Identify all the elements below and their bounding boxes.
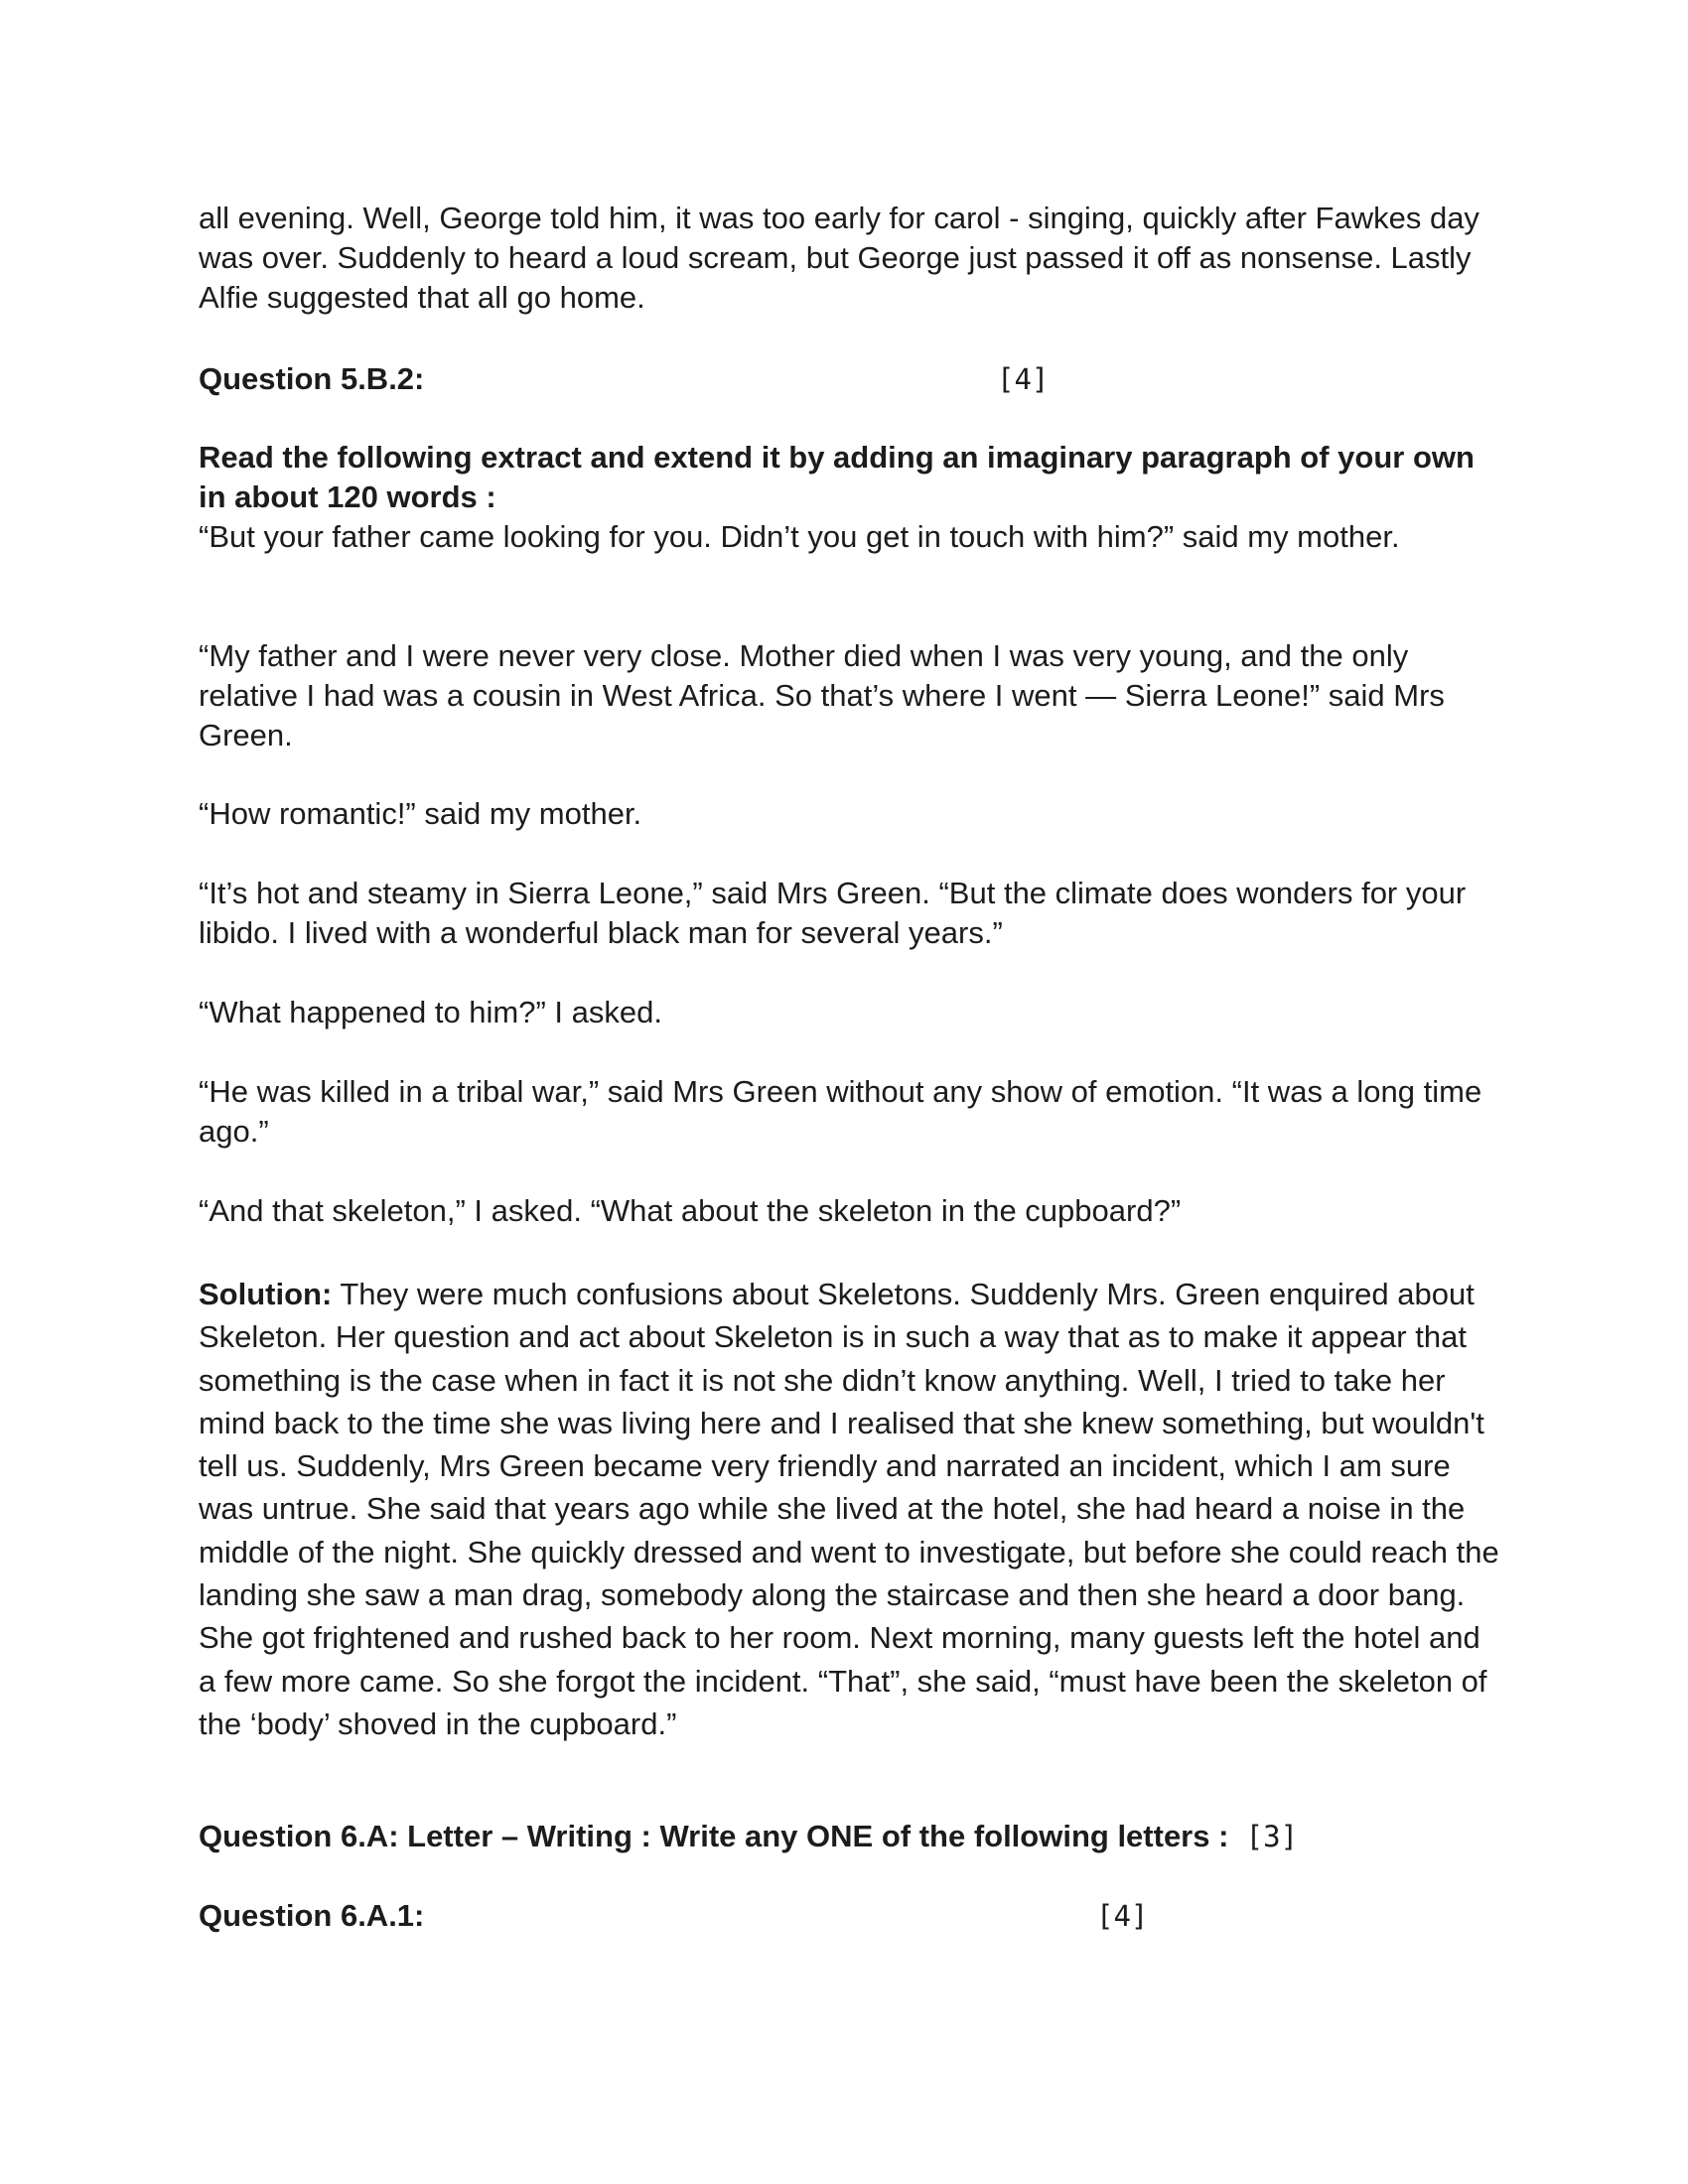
question-6a-marks: [3] — [1245, 1820, 1299, 1853]
intro-paragraph: all evening. Well, George told him, it was too early for carol - singing, quickly after Fawkes day was over. Suddenly to heard a loud scream, but George just passed it off as nonsense. Lastly Alfie suggested that all go home. — [199, 201, 1479, 315]
extract-paragraph: “But your father came looking for you. Didn’t you get in touch with him?” said my mother. — [199, 519, 1400, 554]
solution-text: They were much confusions about Skeletons. Suddenly Mrs. Green enquired about Skeleton. Her question and act about Skeleton is in such a way that as to make it appear that something is the case when in fact it is not she didn’t know anything. Well, I tried to take her mind back to the time she was living here and I realised that she knew something, but wouldn't tell us. Suddenly, Mrs Green became very friendly and narrated an incident, which I am sure was untrue. She said that years ago while she lived at the hotel, she had heard a noise in the middle of the night. She quickly dressed and went to investigate, but before she could reach the landing she saw a man drag, somebody along the staircase and then she heard a door bang. She got frightened and rushed back to her room. Next morning, many guests left the hotel and a few more came. So she forgot the incident. “That”, she said, “must have been the skeleton of the ‘body’ shoved in the cupboard.” — [199, 1277, 1499, 1741]
extract-paragraph: “And that skeleton,” I asked. “What about the skeleton in the cupboard?” — [199, 1193, 1182, 1228]
question-6a1-marks: [4] — [1096, 1899, 1149, 1933]
solution-paragraph — [199, 1273, 1499, 1745]
extract-paragraph: “It’s hot and steamy in Sierra Leone,” said Mrs Green. “But the climate does wonders for your libido. I lived with a wonderful black man for several years.” — [199, 876, 1467, 950]
extract-paragraph: “He was killed in a tribal war,” said Mrs Green without any show of emotion. “It was a long time ago.” — [199, 1074, 1482, 1149]
solution-label: Solution: — [199, 1277, 333, 1311]
extract-paragraph: “My father and I were never very close. Mother died when I was very young, and the only relative I had was a cousin in West Africa. So that’s where I went — Sierra Leone!” said Mrs Green. — [199, 638, 1445, 752]
question-5b2-instruction: Read the following extract and extend it by adding an imaginary paragraph of your own in about 120 words : — [199, 440, 1475, 514]
question-6a-heading — [199, 1817, 1499, 1856]
question-6a-label: Question 6.A: Letter – Writing : Write any ONE of the following letters : — [199, 1819, 1229, 1853]
question-6a1-label: Question 6.A.1: — [199, 1898, 425, 1933]
extract-paragraph: “How romantic!” said my mother. — [199, 796, 642, 831]
extract-paragraph: “What happened to him?” I asked. — [199, 995, 662, 1029]
question-5b2-label: Question 5.B.2: — [199, 361, 425, 396]
question-5b2-marks: [4] — [997, 362, 1050, 396]
